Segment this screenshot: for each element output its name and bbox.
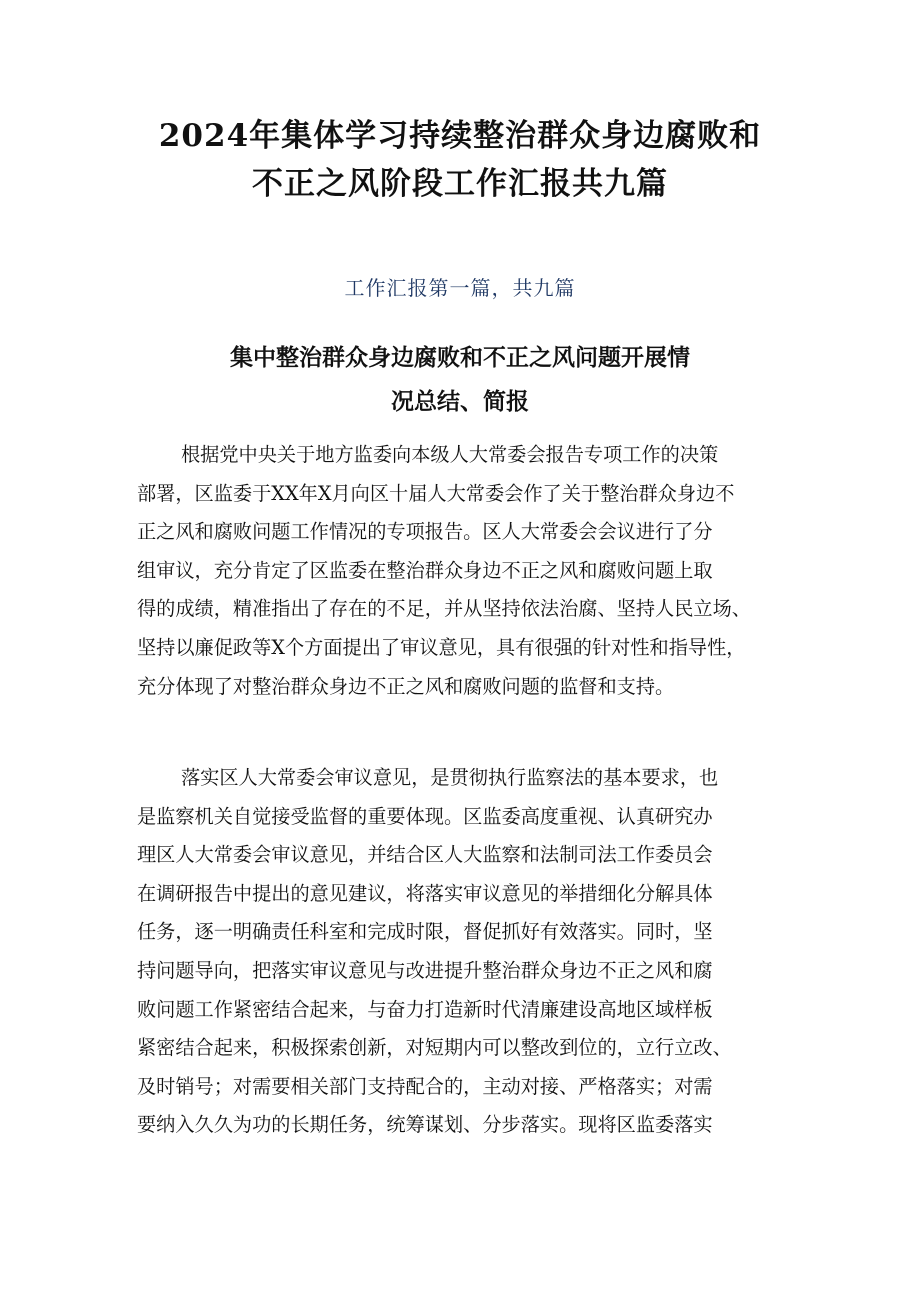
body-paragraph-1 bbox=[137, 436, 797, 706]
paragraph-line: 坚持以廉促政等X个方面提出了审议意见，具有很强的针对性和指导性， bbox=[137, 635, 746, 659]
subtitle-line-2: 况总结、简报 bbox=[391, 389, 529, 415]
paragraph-line: 持问题导向，把落实审议意见与改进提升整治群众身边不正之风和腐 bbox=[137, 958, 713, 982]
paragraph-line: 在调研报告中提出的意见建议，将落实审议意见的举措细化分解具体 bbox=[137, 881, 713, 905]
paragraph-line: 要纳入久久为功的长期任务，统筹谋划、分步落实。现将区监委落实 bbox=[137, 1113, 713, 1137]
report-subtitle bbox=[100, 336, 820, 424]
paragraph-line: 正之风和腐败问题工作情况的专项报告。区人大常委会会议进行了分 bbox=[137, 520, 713, 544]
paragraph-line: 根据党中央关于地方监委向本级人大常委会报告专项工作的决策 bbox=[181, 443, 719, 466]
paragraph-line: 是监察机关自觉接受监督的重要体现。区监委高度重视、认真研究办 bbox=[137, 804, 713, 828]
paragraph-line: 任务，逐一明确责任科室和完成时限，督促抓好有效落实。同时，坚 bbox=[137, 920, 713, 944]
paragraph-line: 败问题工作紧密结合起来，与奋力打造新时代清廉建设高地区域样板 bbox=[137, 997, 713, 1021]
paragraph-line: 理区人大常委会审议意见，并结合区人大监察和法制司法工作委员会 bbox=[137, 843, 713, 867]
paragraph-line: 部署，区监委于XX年X月向区十届人大常委会作了关于整治群众身边不 bbox=[137, 481, 735, 505]
document-title bbox=[100, 112, 820, 208]
title-line-2: 不正之风阶段工作汇报共九篇 bbox=[252, 166, 668, 202]
paragraph-line: 紧密结合起来，积极探索创新，对短期内可以整改到位的，立行立改、 bbox=[137, 1036, 732, 1060]
paragraph-line: 得的成绩，精准指出了存在的不足，并从坚持依法治腐、坚持人民立场、 bbox=[137, 597, 751, 621]
body-paragraph-2 bbox=[137, 759, 797, 1145]
section-heading: 工作汇报第一篇，共九篇 bbox=[344, 276, 576, 300]
paragraph-line: 落实区人大常委会审议意见，是贯彻执行监察法的基本要求，也 bbox=[181, 766, 719, 789]
paragraph-line: 充分体现了对整治群众身边不正之风和腐败问题的监督和支持。 bbox=[137, 674, 675, 698]
title-line-1: 2024年集体学习持续整治群众身边腐败和 bbox=[158, 118, 762, 154]
subtitle-line-1: 集中整治群众身边腐败和不正之风问题开展情 bbox=[230, 345, 690, 371]
paragraph-line: 及时销号；对需要相关部门支持配合的，主动对接、严格落实；对需 bbox=[137, 1074, 713, 1098]
paragraph-line: 组审议，充分肯定了区监委在整治群众身边不正之风和腐败问题上取 bbox=[137, 558, 713, 582]
